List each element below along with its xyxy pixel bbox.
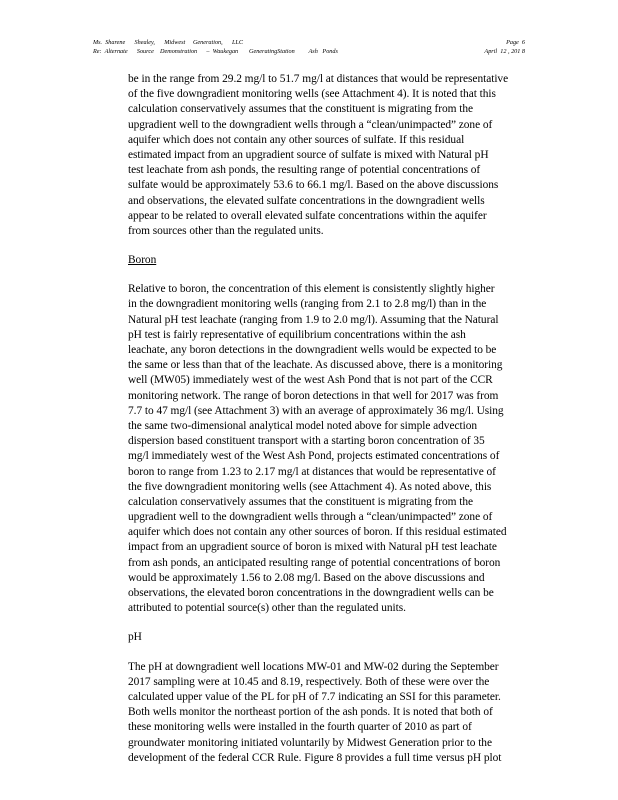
text-line: the five downgradient monitoring wells (see Attachment 4). As noted above, this bbox=[128, 480, 492, 493]
text-line: impact from an upgradient source of boron is mixed with Natural pH test leachate bbox=[128, 541, 497, 554]
text-line: well (MW05) immediately west of the west Ash Pond that is not part of the CCR bbox=[128, 374, 493, 387]
page-number: Page 6 bbox=[506, 39, 525, 46]
text-line: 2017 sampling were at 10.45 and 8.19, respectively. Both of these were over the bbox=[128, 675, 490, 688]
text-line: leachate, any boron detections in the downgradient wells would be expected to be bbox=[128, 344, 497, 356]
text-line: sulfate would be approximately 53.6 to 66.1 mg/l. Based on the above discussions bbox=[128, 179, 499, 192]
sulfate-paragraph bbox=[128, 72, 578, 239]
text-line: aquifer which does not contain any other sources of sulfate. If this residual bbox=[128, 133, 465, 146]
text-line: Relative to boron, the concentration of this element is consistently slightly higher bbox=[128, 283, 495, 296]
text-line: groundwater monitoring initiated voluntarily by Midwest Generation prior to the bbox=[128, 736, 492, 749]
text-line: the same or less than that of the leachate. As discussed above, there is a monitoring bbox=[128, 359, 503, 372]
subject-line: Re: Alternate Source Demonstration – Waukegan GeneratingStation Ash Ponds bbox=[93, 48, 338, 55]
text-line: dispersion based constituent transport with a starting boron concentration of 35 bbox=[128, 435, 485, 448]
ph-paragraph bbox=[128, 660, 578, 766]
text-line: aquifer which does not contain any other sources of boron. If this residual estimated bbox=[128, 526, 507, 539]
text-line: 7.7 to 47 mg/l (see Attachment 3) with an average of approximately 36 mg/l. Using bbox=[128, 404, 504, 417]
text-line: calculation conservatively assumes that the constituent is migrating from the bbox=[128, 495, 474, 508]
text-line: boron to range from 1.23 to 2.17 mg/l at distances that would be representative of bbox=[128, 465, 496, 478]
text-line: Natural pH test leachate (ranging from 1.9 to 2.0 mg/l). Assuming that the Natural bbox=[128, 313, 499, 326]
text-line: calculated upper value of the PL for pH of 7.7 indicating an SSI for this parameter. bbox=[128, 690, 501, 703]
text-line: attributed to potential source(s) other than the regulated units. bbox=[128, 602, 406, 615]
text-line: mg/l immediately west of the West Ash Pond, projects estimated concentrations of bbox=[128, 450, 500, 463]
text-line: Both wells monitor the northeast portion of the ash ponds. It is noted that both of bbox=[128, 706, 493, 719]
text-line: and observations, the elevated sulfate concentrations in the downgradient wells bbox=[128, 194, 485, 207]
text-line: appear to be related to overall elevated sulfate concentrations within the aquifer bbox=[128, 209, 487, 222]
text-line: pH test is fairly representative of equilibrium concentrations within the ash bbox=[128, 328, 466, 341]
text-line: in the downgradient monitoring wells (ranging from 2.1 to 2.8 mg/l) than in the bbox=[128, 298, 487, 311]
text-line: would be approximately 1.56 to 2.08 mg/l. Based on the above discussions and bbox=[128, 571, 485, 584]
header-row-1 bbox=[93, 38, 525, 47]
text-line: estimated impact from an upgradient source of sulfate is mixed with Natural pH bbox=[128, 148, 489, 161]
text-line: be in the range from 29.2 mg/l to 51.7 mg/l at distances that would be representative bbox=[128, 73, 509, 85]
boron-paragraph bbox=[128, 282, 578, 616]
text-line: the same two-dimensional analytical model noted above for simple advection bbox=[128, 419, 477, 432]
text-line: development of the federal CCR Rule. Figure 8 provides a full time versus pH plot bbox=[128, 751, 502, 764]
text-line: of the five downgradient monitoring wells (see Attachment 4). It is noted that this bbox=[128, 88, 496, 101]
recipient-line: Ms. Sharene Shealey, Midwest Generation, LLC bbox=[93, 39, 243, 46]
text-line: these monitoring wells were installed in the fourth quarter of 2010 as part of bbox=[128, 721, 472, 734]
text-line: calculation conservatively assumes that the constituent is migrating from the bbox=[128, 103, 474, 116]
text-line: The pH at downgradient well locations MW-01 and MW-02 during the September bbox=[128, 660, 499, 673]
document-body bbox=[128, 72, 578, 766]
boron-heading: Boron bbox=[128, 254, 157, 267]
text-line: upgradient well to the downgradient wells through a “clean/unimpacted” zone of bbox=[128, 511, 493, 524]
text-line: observations, the elevated boron concentrations in the downgradient wells can be bbox=[128, 587, 494, 599]
header-date: April 12 , 201 8 bbox=[484, 48, 525, 55]
text-line: from ash ponds, an anticipated resulting range of potential concentrations of boron bbox=[128, 556, 501, 569]
text-line: test leachate from ash ponds, the resulting range of potential concentrations of bbox=[128, 164, 481, 177]
header-row-2 bbox=[93, 47, 525, 56]
page-header bbox=[93, 38, 525, 56]
ph-heading: pH bbox=[128, 631, 142, 644]
text-line: monitoring network. The range of boron detections in that well for 2017 was from bbox=[128, 389, 499, 402]
text-line: upgradient well to the downgradient wells through a “clean/unimpacted” zone of bbox=[128, 118, 493, 131]
text-line: from sources other than the regulated units. bbox=[128, 224, 324, 237]
